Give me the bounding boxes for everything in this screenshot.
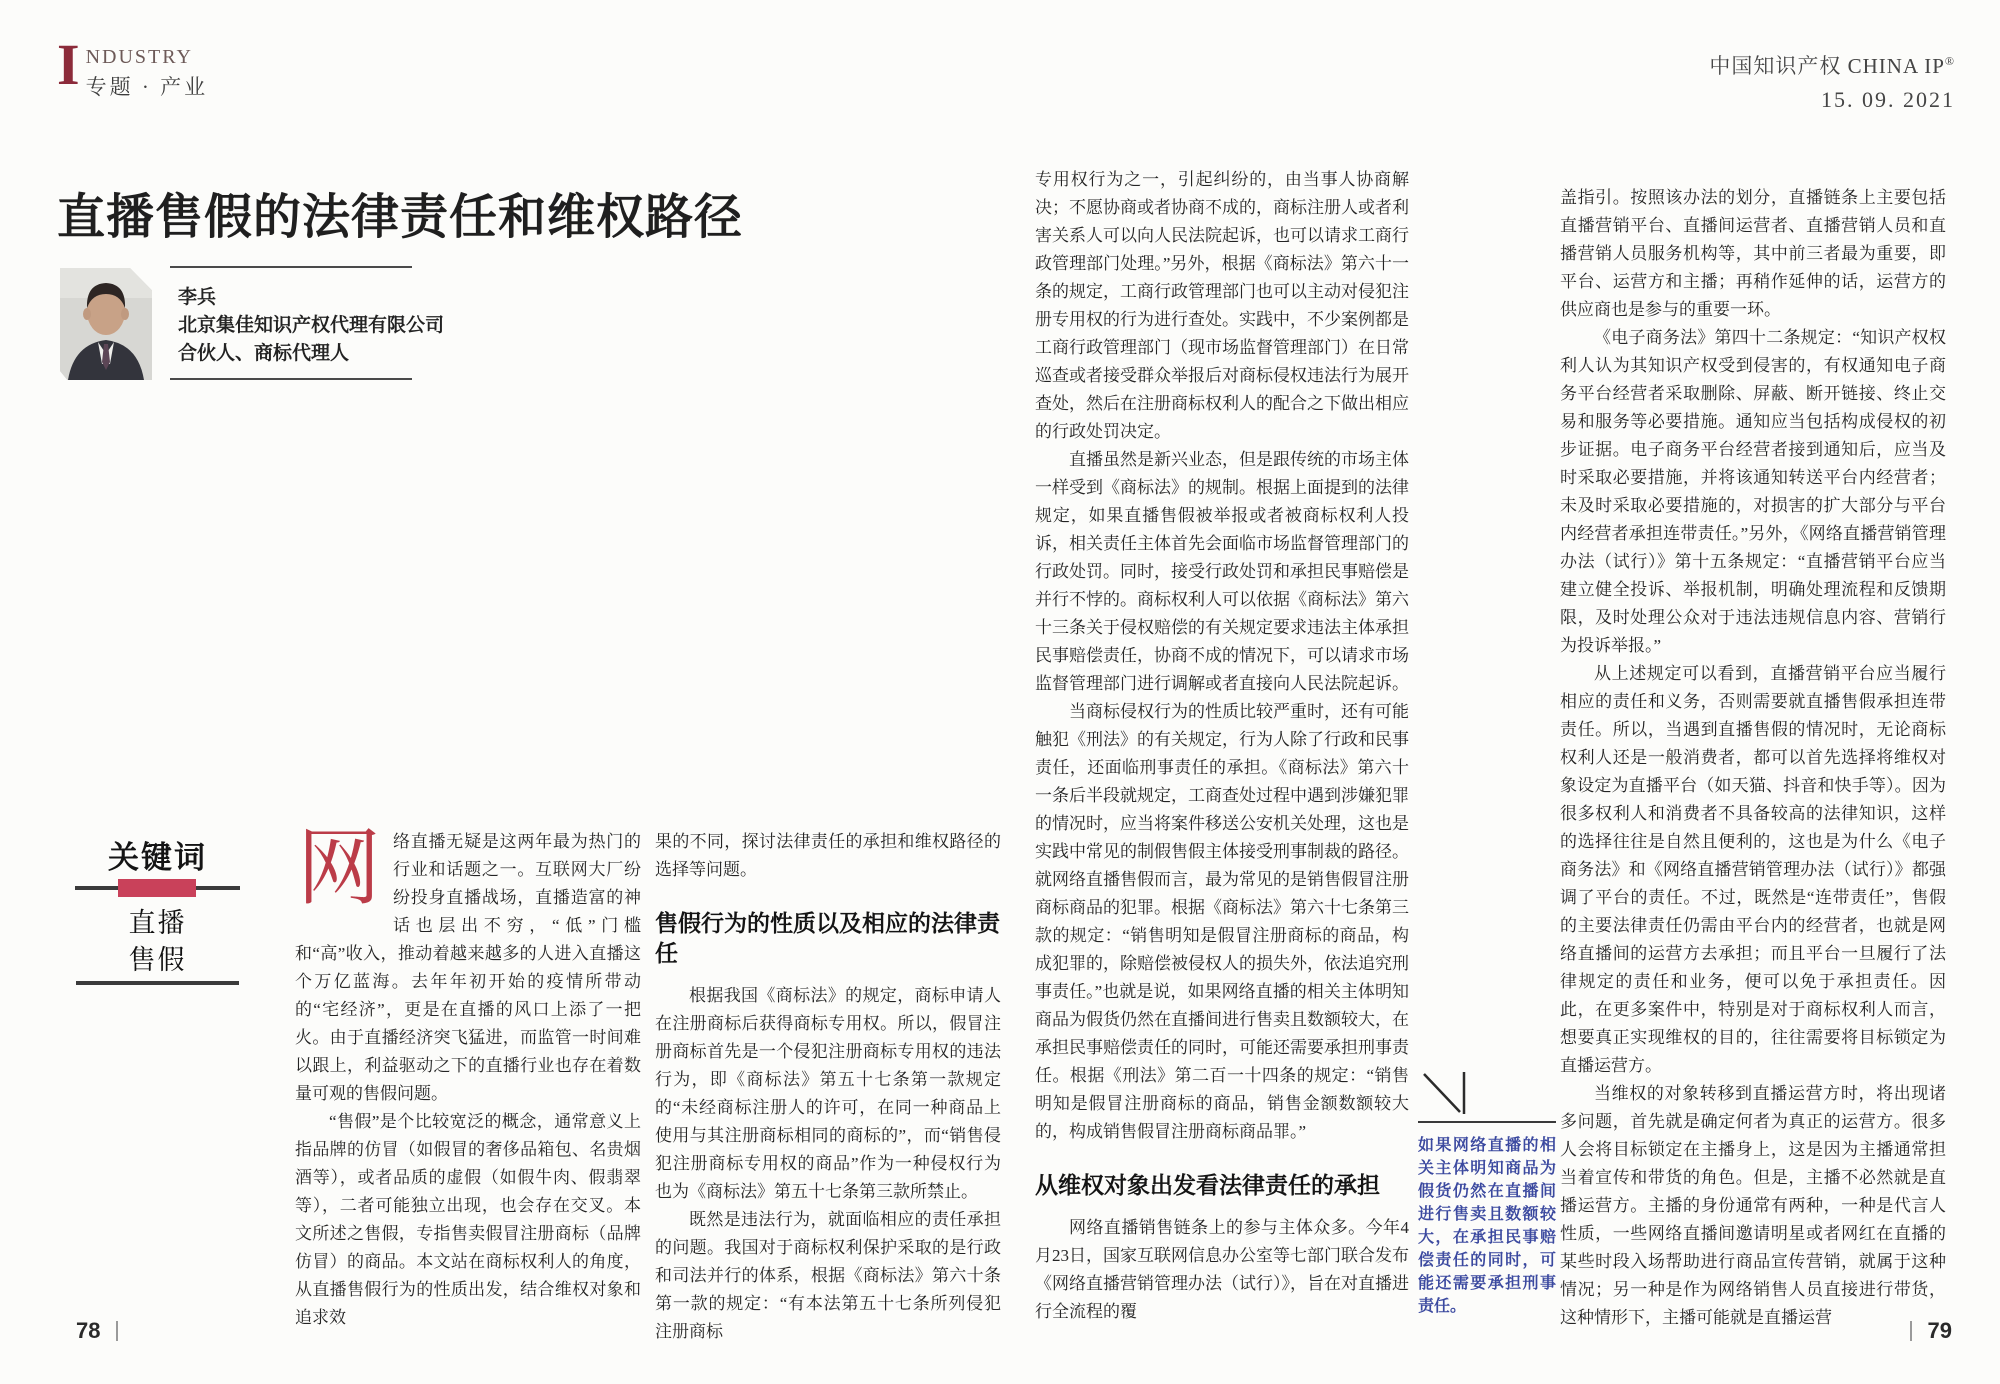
paragraph: 《电子商务法》第四十二条规定：“知识产权权利人认为其知识产权受到侵害的，有权通知电子商务平台经营者采取删除、屏蔽、断开链接、终止交易和服务等必要措施。通知应当包括构成侵权的初步证据。电子商务平台经营者接到通知后，应当及时采取必要措施，并将该通知转送平台内经营者；未及时采取必要措施的，对损害的扩大部分与平台内经营者承担连带责任。”另外，《网络直播营销管理办法（试行）》第十五条规定：“直播营销平台应当建立健全投诉、举报机制，明确处理流程和反馈期限，及时处理公众对于违法违规信息内容、营销行为投诉举报。” (1560, 328, 1946, 655)
article-title: 直播售假的法律责任和维权路径 (57, 191, 744, 244)
issue-date: 15. 09. 2021 (1821, 87, 1955, 112)
keywords-bottom-rule (76, 981, 239, 985)
paragraph: 从上述规定可以看到，直播营销平台应当履行相应的责任和义务，否则需要就直播售假承担连带责任。所以，当遇到直播售假的情况时，无论商标权利人还是一般消费者，都可以首先选择将维权对象设定为直播平台（如天猫、抖音和快手等）。因为很多权利人和消费者不具备较高的法律知识，这样的选择往往是自然且便利的，这也是为什么《电子商务法》和《网络直播营销管理办法（试行）》都强调了平台的责任。不过，既然是“连带责任”，售假的主要法律责任仍需由平台内的经营者，也就是网络直播间的运营方去承担；而且平台一旦履行了法律规定的责任和业务，便可以免于承担责任。因此，在更多案件中，特别是对于商标权利人而言，想要真正实现维权的目的，往往需要将目标锁定为直播运营方。 (1560, 664, 1946, 1075)
paragraph: 当商标侵权行为的性质比较严重时，还有可能触犯《刑法》的有关规定，行为人除了行政和民事责任，还面临刑事责任的承担。《商标法》第六十一条后半段就规定，工商查处过程中遇到涉嫌犯罪的情况时，应当将案件移送公安机关处理，这也是实践中常见的制假售假主体接受刑事制裁的路径。就网络直播售假而言，最为常见的是销售假冒注册商标商品的犯罪。根据《商标法》第六十七条第三款的规定：“销售明知是假冒注册商标的商品，构成犯罪的，除赔偿被侵权人的损失外，依法追究刑事责任。”也就是说，如果网络直播的相关主体明知商品为假货仍然在直播间进行售卖且数额较大，在承担民事赔偿责任的同时，可能还需要承担刑事责任。根据《刑法》第二百一十四条的规定：“销售明知是假冒注册商标的商品，销售金额数额较大的，构成销售假冒注册商标商品罪。” (1035, 702, 1409, 1141)
section-initial: I (57, 32, 80, 97)
author-info (178, 284, 478, 368)
section-heading-2: 从维权对象出发看法律责任的承担 (1035, 1172, 1380, 1198)
paragraph: 根据我国《商标法》的规定，商标申请人在注册商标后获得商标专用权。所以，假冒注册商标首先是一个侵犯注册商标专用权的违法行为，即《商标法》第五十七条第一款规定的“未经商标注册人的许可，在同一种商品上使用与其注册商标相同的商标的”，而“销售侵犯注册商标专用权的商品”作为一种侵权行为也为《商标法》第五十七条第三款所禁止。 (655, 986, 1001, 1201)
text-column-3 (1035, 166, 1409, 1338)
author-role: 合伙人、商标代理人 (178, 343, 350, 364)
keyword-item: 售假 (128, 945, 187, 975)
pull-quote (1418, 1058, 1556, 1318)
section-header (57, 32, 209, 101)
keywords-divider-accent (118, 879, 196, 897)
paragraph: 络直播无疑是这两年最为热门的行业和话题之一。互联网大厂纷纷投身直播战场，直播造富的神话也层出不穷，“低”门槛和“高”收入，推动着越来越多的人进入直播这个万亿蓝海。去年年初开始的疫情所带动的“宅经济”，更是在直播的风口上添了一把火。由于直播经济突飞猛进，而监管一时间难以跟上，利益驱动之下的直播行业也存在着数量可观的售假问题。 (295, 832, 641, 1103)
paragraph: 网络直播销售链条上的参与主体众多。今年4月23日，国家互联网信息办公室等七部门联合发布《网络直播营销管理办法（试行）》，旨在对直播进行全流程的覆 (1035, 1218, 1409, 1321)
text-column-4 (1560, 184, 1946, 1364)
author-org: 北京集佳知识产权代理有限公司 (178, 315, 445, 336)
registered-mark: ® (1944, 54, 1955, 68)
page-number-divider (1910, 1321, 1912, 1341)
author-name: 李兵 (178, 287, 217, 308)
keywords-label: 关键词 (108, 840, 207, 875)
pull-quote-text: 如果网络直播的相关主体明知商品为假货仍然在直播间进行售卖且数额较大，在承担民事赔偿责任的同时，可能还需要承担刑事责任。 (1418, 1137, 1556, 1315)
author-portrait-illustration (60, 268, 152, 380)
page-number-divider (116, 1321, 118, 1341)
journal-header (1555, 50, 1955, 113)
paragraph: 果的不同，探讨法律责任的承担和维权路径的选择等问题。 (655, 832, 1001, 879)
author-photo (60, 268, 152, 380)
journal-title: 中国知识产权 CHINA IP® (1709, 54, 1955, 78)
drop-cap: 网 (296, 828, 381, 916)
paragraph: 盖指引。按照该办法的划分，直播链条上主要包括直播营销平台、直播间运营者、直播营销人员和直播营销人员服务机构等，其中前三者最为重要，即平台、运营方和主播；再稍作延伸的话，运营方的供应商也是参与的重要一环。 (1560, 188, 1946, 319)
author-rule-top (170, 266, 412, 268)
page-number-left: 78 (76, 1318, 118, 1344)
page-number-right: 79 (1800, 1318, 1952, 1344)
text-column-2 (655, 828, 1001, 1350)
paragraph: 当维权的对象转移到直播运营方时，将出现诸多问题，首先就是确定何者为真正的运营方。很多人会将目标锁定在主播身上，这是因为主播通常担当着宣传和带货的角色。但是，主播不必然就是直播运营方。主播的身份通常有两种，一种是代言人性质，一些网络直播间邀请明星或者网红在直播的某些时段入场帮助进行商品宣传营销，就属于这种情况；另一种是作为网络销售人员直接进行带货，这种情形下，主播可能就是直播运营 (1560, 1084, 1946, 1327)
author-rule-bottom (170, 378, 412, 380)
pull-quote-rule (1418, 1121, 1556, 1123)
paragraph: 直播虽然是新兴业态，但是跟传统的市场主体一样受到《商标法》的规制。根据上面提到的法律规定，如果直播售假被举报或者被商标权利人投诉，相关责任主体首先会面临市场监督管理部门的行政处罚。同时，接受行政处罚和承担民事赔偿是并行不悖的。商标权利人可以依据《商标法》第六十三条关于侵权赔偿的有关规定要求违法主体承担民事赔偿责任，协商不成的情况下，可以请求市场监督管理部门进行调解或者直接向人民法院起诉。 (1035, 450, 1409, 693)
paragraph: 专用权行为之一，引起纠纷的，由当事人协商解决；不愿协商或者协商不成的，商标注册人或者利害关系人可以向人民法院起诉，也可以请求工商行政管理部门处理。”另外，根据《商标法》第六十一条的规定，工商行政管理部门也可以主动对侵犯注册专用权的行为进行查处。实践中，不少案例都是工商行政管理部门（现市场监督管理部门）在日常巡查或者接受群众举报后对商标侵权违法行为展开查处，然后在注册商标权利人的配合之下做出相应的行政处罚决定。 (1035, 170, 1409, 441)
paragraph: “售假”是个比较宽泛的概念，通常意义上指品牌的仿冒（如假冒的奢侈品箱包、名贵烟酒等），或者品质的虚假（如假牛肉、假翡翠等），二者可能独立出现，也会存在交叉。本文所述之售假，专指售卖假冒注册商标（品牌仿冒）的商品。本文站在商标权利人的角度，从直播售假行为的性质出发，结合维权对象和追求效 (295, 1112, 641, 1327)
arrow-corner-icon (1422, 1072, 1482, 1116)
keyword-item: 直播 (128, 908, 187, 938)
section-name-en: NDUSTRY (85, 46, 193, 68)
paragraph: 既然是违法行为，就面临相应的责任承担的问题。我国对于商标权利保护采取的是行政和司法并行的体系，根据《商标法》第六十条第一款的规定：“有本法第五十七条所列侵犯注册商标 (655, 1210, 1001, 1341)
text-column-1 (295, 828, 641, 1350)
section-heading-1: 售假行为的性质以及相应的法律责任 (655, 910, 1000, 966)
keywords-divider (75, 879, 240, 897)
section-name-cn: 专题 · 产业 (85, 75, 209, 99)
